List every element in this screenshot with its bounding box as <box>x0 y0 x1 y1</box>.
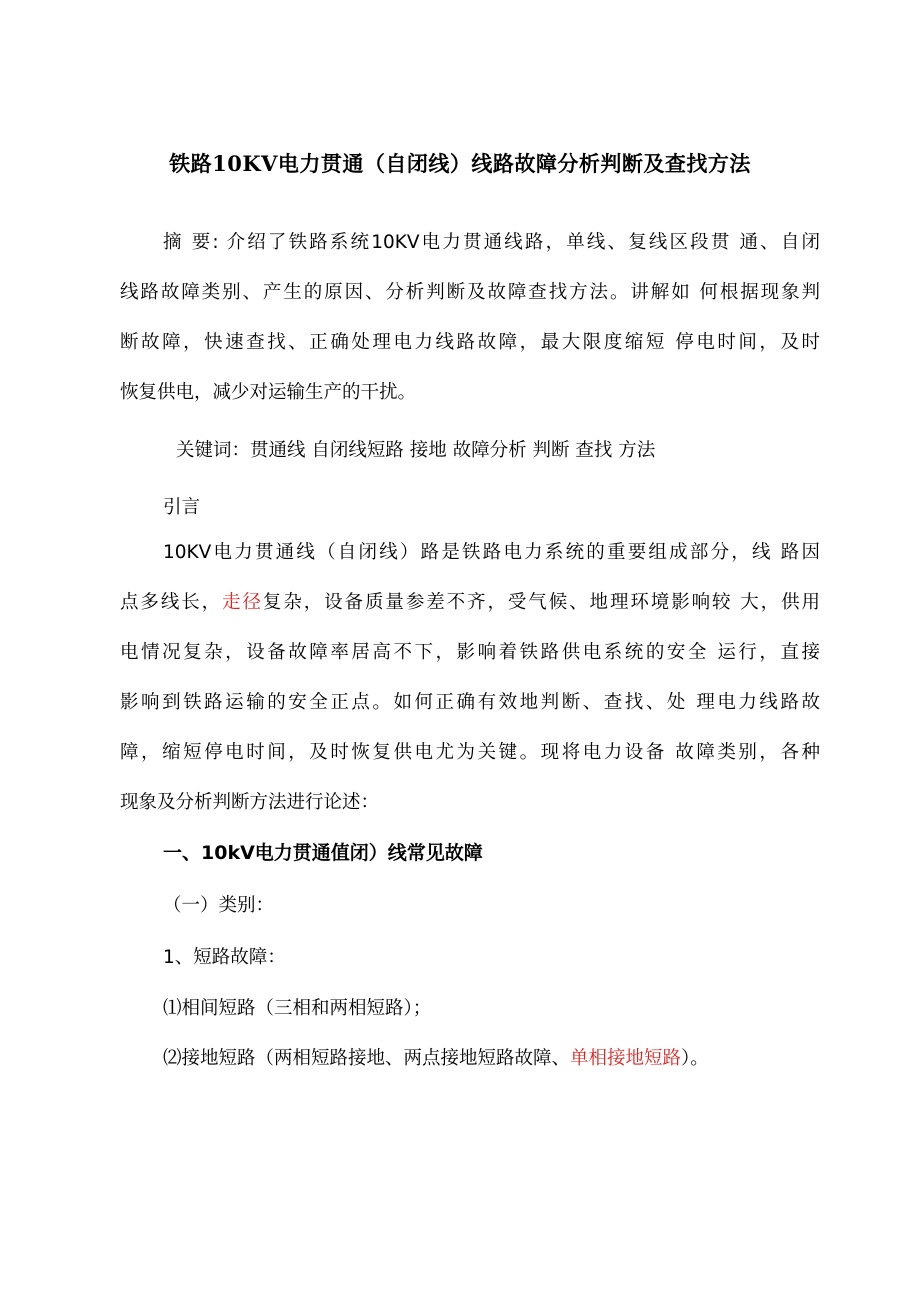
document-title: 铁路10KV电力贯通（自闭线）线路故障分析判断及查找方法 <box>169 151 751 176</box>
abstract-line: 恢复供电，减少对运输生产的干扰。 <box>120 382 417 403</box>
intro-line: 障，缩短停电时间，及时恢复供电尤为关键。现将电力设备 故障类别，各种 <box>120 742 820 763</box>
intro-paragraph <box>120 528 820 828</box>
intro-text: 点多线长， <box>120 592 223 613</box>
intro-line: 电情况复杂，设备故障率居高不下，影响着铁路供电系统的安全 运行，直接 <box>120 642 820 663</box>
list-subitem <box>163 1044 863 1070</box>
highlighted-term: 单相接地短路 <box>570 1048 682 1069</box>
abstract-line: 断故障，快速查找、正确处理电力线路故障，最大限度缩短 停电时间，及时 <box>120 332 820 353</box>
subsection-heading: （一）类别： <box>163 895 275 916</box>
subitem-text: ⑵接地短路（两相短路接地、两点接地短路故障、 <box>163 1048 571 1069</box>
abstract-paragraph <box>120 218 820 418</box>
list-subitem: ⑴相间短路（三相和两相短路）； <box>163 998 432 1019</box>
section-heading: 一、10kV电力贯通值闭）线常见故障 <box>163 842 483 864</box>
abstract-line: 摘 要: 介绍了铁路系统10KV电力贯通线路，单线、复线区段贯 通、自闭 <box>163 232 820 253</box>
intro-line: 影响到铁路运输的安全正点。如何正确有效地判断、查找、处 理电力线路故 <box>120 692 820 713</box>
subitem-text: ）。 <box>681 1048 709 1069</box>
intro-line: 10KV电力贯通线（自闭线）路是铁路电力系统的重要组成部分，线 路因 <box>163 542 820 563</box>
intro-heading: 引言 <box>163 497 201 518</box>
keywords-line: 关键词：贯通线 自闭线短路 接地 故障分析 判断 查找 方法 <box>176 440 656 461</box>
intro-line <box>120 578 820 628</box>
intro-line: 现象及分析判断方法进行论述： <box>120 792 380 813</box>
intro-text: 复杂，设备质量参差不齐，受气候、地理环境影响较 大，供用 <box>262 592 820 613</box>
list-item: 1、短路故障： <box>163 947 286 968</box>
abstract-line: 线路故障类别、产生的原因、分析判断及故障查找方法。讲解如 何根据现象判 <box>120 282 820 303</box>
highlighted-term: 走径 <box>222 592 263 613</box>
